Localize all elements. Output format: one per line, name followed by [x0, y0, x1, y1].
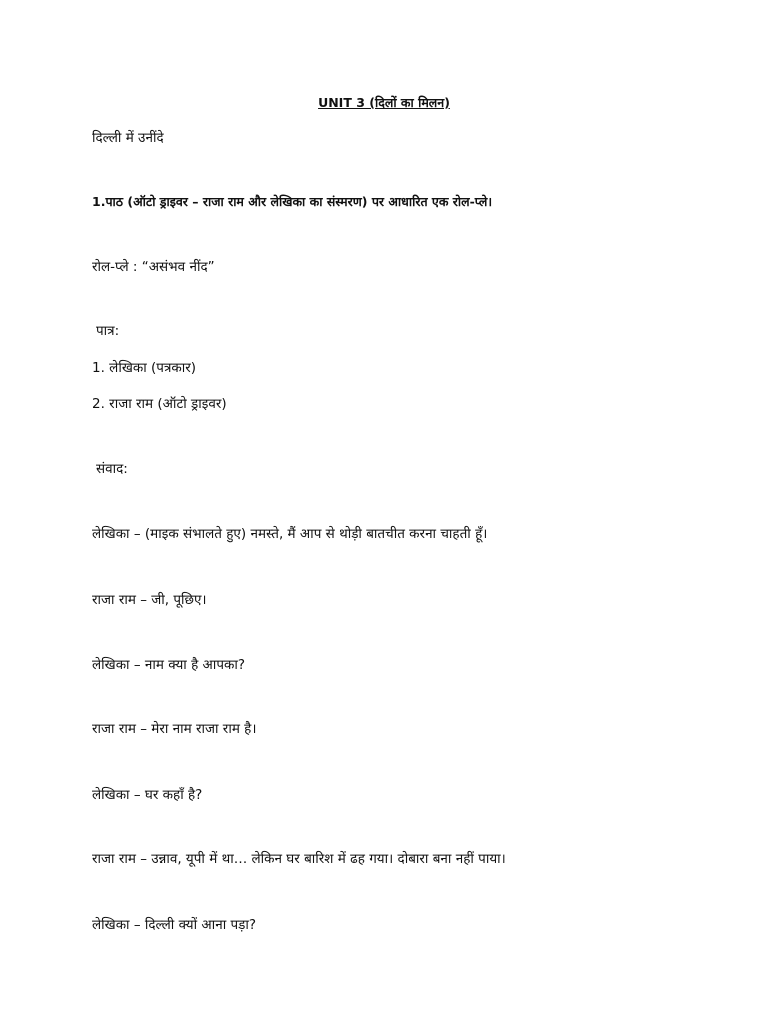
- dialogue-line: राजा राम – उन्नाव, यूपी में था… लेकिन घर बारिश में ढह गया। दोबारा बना नहीं पाया।: [92, 851, 506, 867]
- dialogue-line: लेखिका – नाम क्या है आपका?: [92, 657, 246, 673]
- task-heading: 1.पाठ (ऑटो ड्राइवर – राजा राम और लेखिका का संस्मरण) पर आधारित एक रोल-प्ले।: [92, 194, 493, 209]
- dialogue-label: संवाद:: [96, 461, 128, 477]
- characters-label: पात्र:: [96, 323, 120, 339]
- dialogue-line: लेखिका – दिल्ली क्यों आना पड़ा?: [92, 917, 257, 933]
- document-title: UNIT 3 (दिलों का मिलन): [318, 95, 450, 110]
- character-item: 2. राजा राम (ऑटो ड्राइवर): [92, 396, 227, 412]
- dialogue-line: लेखिका – घर कहाँ है?: [92, 787, 203, 803]
- dialogue-line: लेखिका – (माइक संभालते हुए) नमस्ते, मैं आप से थोड़ी बातचीत करना चाहती हूँ।: [92, 526, 488, 542]
- dialogue-line: राजा राम – जी, पूछिए।: [92, 592, 207, 608]
- character-item: 1. लेखिका (पत्रकार): [92, 360, 197, 376]
- roleplay-title: रोल-प्ले : “असंभव नींद”: [92, 259, 215, 275]
- dialogue-line: राजा राम – मेरा नाम राजा राम है।: [92, 721, 257, 737]
- chapter-name: दिल्ली में उनींदे: [92, 130, 164, 146]
